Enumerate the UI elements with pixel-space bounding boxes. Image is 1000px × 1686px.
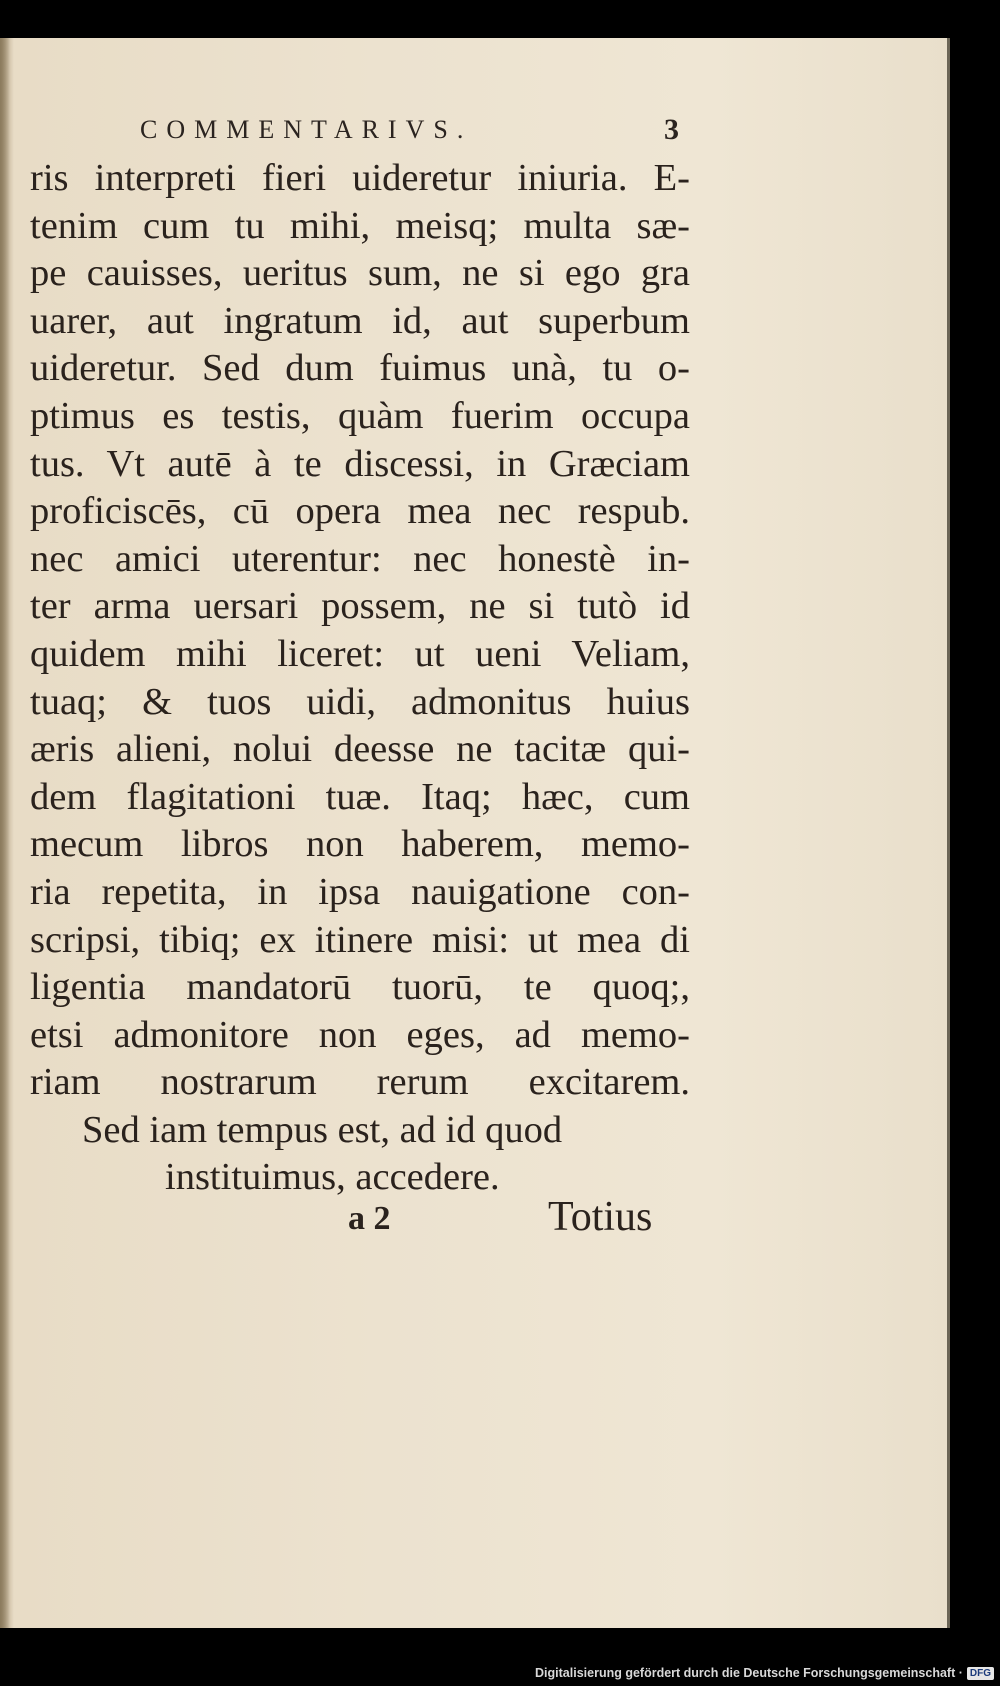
text-line: proficiscēs, cū opera mea nec respub. bbox=[30, 490, 690, 533]
text-line: scripsi, tibiq; ex itinere misi: ut mea di bbox=[30, 918, 690, 961]
text-line: ptimus es testis, quàm fuerim occupa bbox=[30, 394, 690, 437]
closing-line: Sed iam tempus est, ad id quod bbox=[82, 1108, 563, 1151]
text-line: nec amici uterentur: nec honestè in- bbox=[30, 537, 690, 580]
text-line: ter arma uersari possem, ne si tutò id bbox=[30, 585, 690, 628]
dfg-logo-icon: DFG bbox=[967, 1667, 994, 1680]
text-line: tenim cum tu mihi, meisq; multa sæ- bbox=[30, 204, 690, 247]
signature-mark: a 2 bbox=[348, 1200, 391, 1237]
text-line: uarer, aut ingratum id, aut superbum bbox=[30, 299, 690, 342]
text-line: ris interpreti fieri uideretur iniuria. E- bbox=[30, 157, 690, 199]
text-line: uideretur. Sed dum fuimus unà, tu o- bbox=[30, 347, 690, 390]
text-line: quidem mihi liceret: ut ueni Veliam, bbox=[30, 632, 690, 675]
text-line: ligentia mandatorū tuorū, te quoq;, bbox=[30, 966, 690, 1009]
digitization-credit bbox=[535, 1666, 994, 1680]
running-head: COMMENTARIVS. bbox=[140, 115, 473, 144]
text-line: riam nostrarum rerum excitarem. bbox=[30, 1061, 690, 1104]
text-line: pe cauisses, ueritus sum, ne si ego gra bbox=[30, 252, 690, 295]
closing-line: instituimus, accedere. bbox=[165, 1156, 500, 1199]
text-line: etsi admonitore non eges, ad memo- bbox=[30, 1013, 690, 1056]
body-text bbox=[30, 155, 690, 1202]
page-number: 3 bbox=[664, 113, 679, 146]
catchword: Totius bbox=[548, 1194, 653, 1240]
gutter-shadow bbox=[0, 38, 10, 1628]
text-line: ria repetita, in ipsa nauigatione con- bbox=[30, 870, 690, 913]
credit-text: Digitalisierung gefördert durch die Deutsche Forschungsgemeinschaft · bbox=[535, 1666, 963, 1680]
text-line: dem flagitationi tuæ. Itaq; hæc, cum bbox=[30, 775, 690, 818]
text-line: æris alieni, nolui deesse ne tacitæ qui- bbox=[30, 728, 690, 771]
text-line: mecum libros non haberem, memo- bbox=[30, 823, 690, 866]
text-line: tuaq; & tuos uidi, admonitus huius bbox=[30, 680, 690, 723]
text-line: tus. Vt autē à te discessi, in Græciam bbox=[30, 442, 690, 485]
